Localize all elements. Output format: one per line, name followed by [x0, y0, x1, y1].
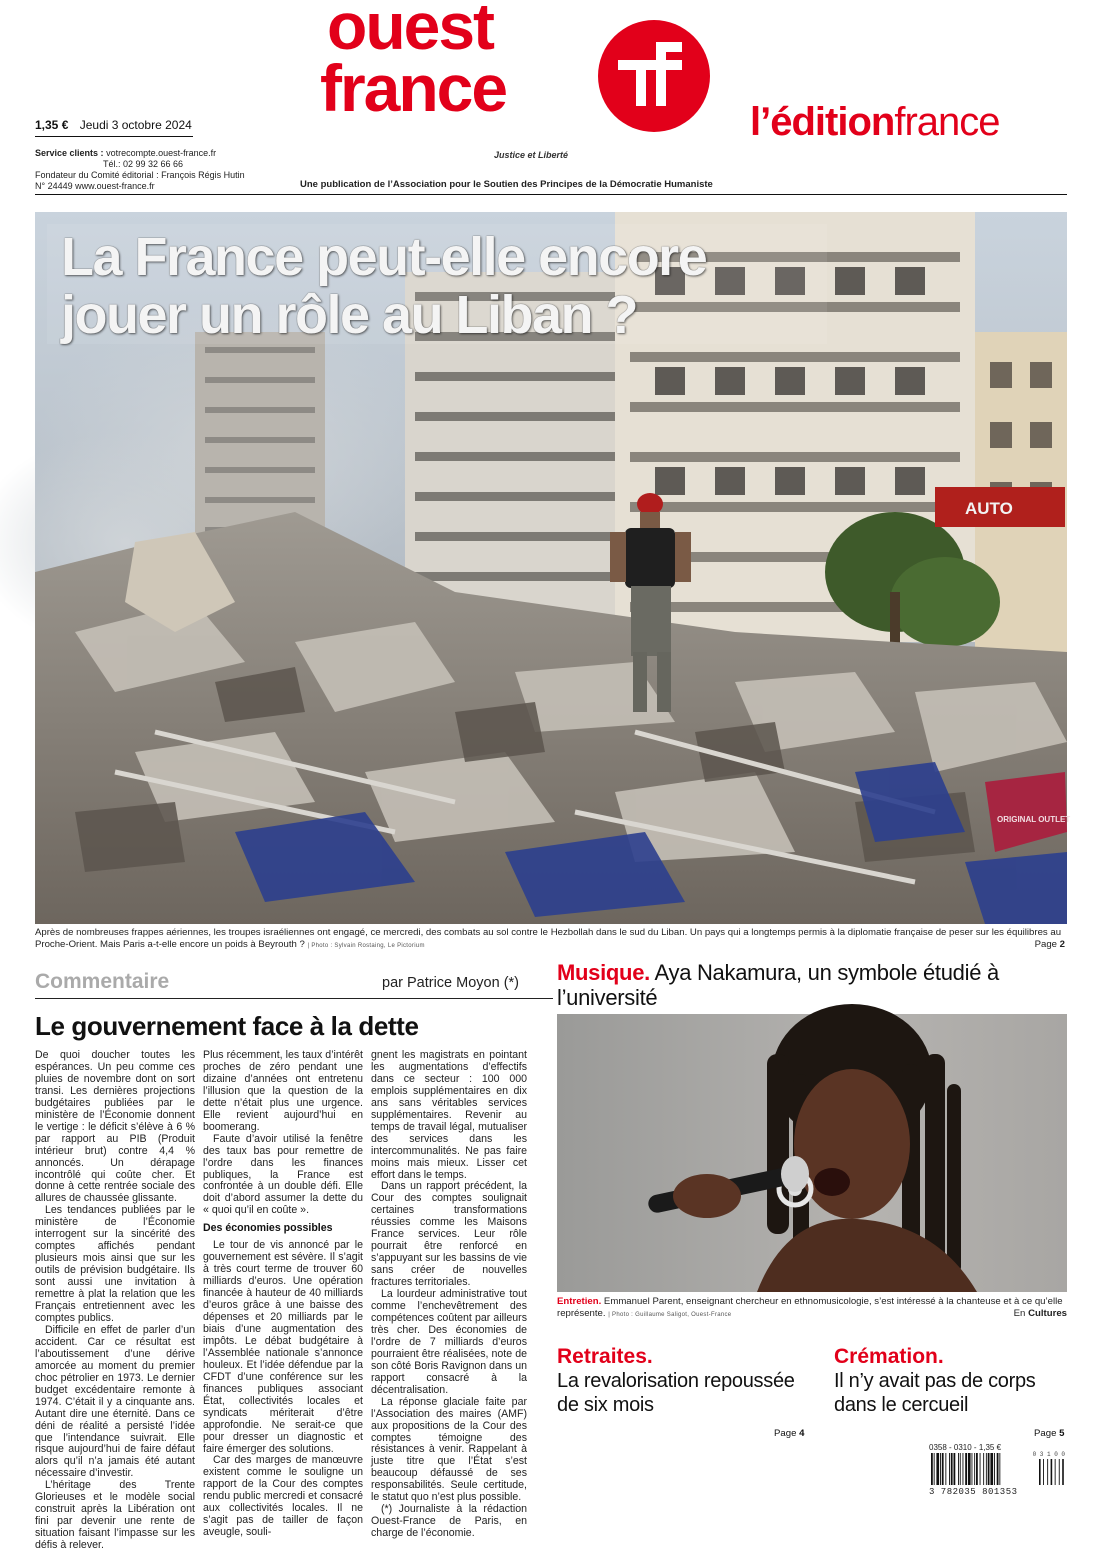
barcode-addon-bar	[1047, 1459, 1048, 1485]
hero-page-label: Page	[1034, 939, 1057, 950]
shop-tag: ORIGINAL OUTLET	[997, 815, 1071, 824]
barcode-top-text: 0358 - 0310 - 1,35 €	[929, 1443, 1002, 1452]
price: 1,35 €	[35, 118, 69, 132]
musique-photo-credit: | Photo : Guillaume Saligot, Ouest-France	[608, 1312, 732, 1318]
barcode-bar	[958, 1453, 959, 1485]
article-column-2	[203, 1050, 363, 1539]
barcode-bar	[954, 1453, 956, 1485]
barcode-bar	[999, 1453, 1000, 1485]
commentaire-headline[interactable]: Le gouvernement face à la dette	[35, 1011, 419, 1041]
hero-page-ref[interactable]	[1035, 939, 1065, 951]
logo-france: france	[320, 51, 507, 125]
hero-headline[interactable]: La France peut-elle encore jouer un rôle au Liban ?	[61, 227, 707, 345]
masthead-rule	[35, 194, 1067, 195]
masthead-info	[35, 148, 275, 192]
edition-light: france	[894, 100, 1000, 144]
service-label: Service clients :	[35, 148, 104, 158]
paragraph: L’héritage des Trente Glorieuses et le modèle social construit après la Libération ont fini par devenir une rente de situation faisant l’impasse sur les défis à relever.	[35, 1479, 195, 1552]
edition-bold: l’édition	[750, 100, 895, 144]
musique-caption-kicker: Entretien.	[557, 1296, 602, 1307]
musique-title: Aya Nakamura, un symbole étudié à l’université	[557, 960, 999, 1010]
barcode-bar	[990, 1453, 993, 1485]
barcode-bar	[936, 1453, 939, 1485]
singer-image	[557, 1014, 1067, 1292]
cremation-page-label: Page	[1034, 1428, 1057, 1439]
hero-caption-text: Après de nombreuses frappes aériennes, les troupes israéliennes ont engagé, ce mercredi, des combats au sol contre le Hezbollah dans le sud du Liban. Un pays qui a longtemps permis à la diplomatie française de peser sur les équilibres au Proche-Orient. Mais Paris a-t-elle encore un poids à Beyrouth ?	[35, 927, 1062, 950]
paragraph: Plus récemment, les taux d’intérêt proches de zéro pendant une dizaine d’années ont entretenu l’illusion que la question de la dette n’était plus une urgence. Elle revient aujourd’hui en boomerang.	[203, 1049, 363, 1133]
barcode-icon	[929, 1453, 1067, 1489]
hero-photo-credit: | Photo : Sylvain Rostaing, Le Pictorium	[307, 943, 425, 949]
barcode-bar	[988, 1453, 990, 1485]
subheading: Des économies possibles	[203, 1222, 333, 1235]
motto: Justice et Liberté	[494, 150, 569, 160]
edition-title	[750, 100, 1000, 145]
paragraph: gnent les magistrats en pointant les augmentations d’effectifs dans ce secteur : 100 000 emplois supplémentaires en dix ans sans véritables services supplémentaires. Revenir au temps de travail légal, mutualiser des services dans les intercommunalités. Ne pas faire moins mais mieux. Lisser cet effort dans le temps.	[371, 1049, 527, 1181]
hero-caption	[35, 927, 1067, 952]
retraites-page-number: 4	[799, 1428, 805, 1439]
musique-caption-text: Emmanuel Parent, enseignant chercheur en ethnomusicologie, s’est intéressé à la chanteuse et à ce qu’elle représente.	[557, 1296, 1063, 1319]
paragraph: (*) Journaliste à la rédaction Ouest-France de Paris, en charge de l’économie.	[371, 1503, 527, 1540]
musique-page-section: Cultures	[1028, 1308, 1067, 1319]
barcode-addon-bar	[1062, 1459, 1064, 1485]
barcode-bar	[934, 1453, 935, 1485]
barcode-bar	[974, 1453, 975, 1485]
barcode-bar	[945, 1453, 946, 1485]
teaser-cremation[interactable]	[834, 1345, 1079, 1417]
singer-photo[interactable]	[557, 1014, 1067, 1292]
paragraph: De quoi doucher toutes les espérances. Un peu comme ces pluies de novembre dont on sort transi. Les dernières projections budgétaires publiées par le ministère de l’Économie donnent le vertige : le déficit s’élève à 6 % par rapport au PIB (Produit intérieur brut) contre 4,4 % annoncés. Un dérapage incontrôlé qui coûte cher. Et donne à cette rentrée sociale des allures de chaussée glissante.	[35, 1049, 195, 1205]
teaser-retraites-headline: La revalorisation repoussée de six mois	[557, 1370, 795, 1416]
paragraph: Les tendances publiées par le ministère de l’Économie interrogent sur la sincérité des comptes affichés pendant plusieurs mois ainsi que sur les outils de prévision budgétaire. Ils sont aussi une invitation à remettre à plat la relation que les Français entretiennent avec les comptes publics.	[35, 1204, 195, 1324]
paragraph: Le tour de vis annoncé par le gouvernement est sévère. Il s’agit à très court terme de trouver 60 milliards d’euros. Une opération financée à hauteur de 40 milliards d’euros grâce à une baisse des dépenses et 20 milliards par le biais d’une augmentation des impôts. Le débat budgétaire à l’Assemblée nationale s’annonce houleux. Et l’idée défendue par la CFDT d’une conférence sur les finances publiques associant État, collectivités locales et syndicats mériterait d’être approfondie. Ne serait-ce que pour dresser un diagnostic et faire émerger des solutions.	[203, 1239, 363, 1455]
article-column-3	[371, 1050, 527, 1540]
barcode-bar	[963, 1453, 964, 1485]
paragraph: Dans un rapport précédent, la Cour des comptes soulignait certaines transformations réussies comme les Maisons France services. Leur rôle pourrait être renforcé en s’appuyant sur les bassins de vie sans créer de nouvelles fractures territoriales.	[371, 1180, 527, 1289]
teaser-cremation-page[interactable]	[1034, 1428, 1064, 1439]
teaser-retraites-kicker: Retraites.	[557, 1345, 653, 1368]
barcode-bar	[986, 1453, 987, 1485]
barcode-bar	[997, 1453, 999, 1485]
commentaire-rule	[35, 998, 553, 999]
barcode-digits: 3 782035 801353	[929, 1487, 1018, 1497]
barcode-bar	[960, 1453, 961, 1485]
musique-headline[interactable]	[557, 960, 1067, 1010]
founder: Fondateur du Comité éditorial : François Régis Hutin	[35, 170, 245, 180]
barcode-bar	[980, 1453, 981, 1485]
barcode	[929, 1443, 1067, 1497]
teaser-cremation-kicker: Crémation.	[834, 1345, 944, 1368]
musique-caption	[557, 1296, 1067, 1321]
publication-line: Une publication de l’Association pour le Soutien des Principes de la Démocratie Humaniste	[300, 179, 713, 190]
barcode-bar	[931, 1453, 933, 1485]
issue-number: N° 24449 www.ouest-france.fr	[35, 181, 155, 191]
barcode-bar	[994, 1453, 995, 1485]
musique-kicker: Musique.	[557, 960, 650, 985]
retraites-page-label: Page	[774, 1428, 797, 1439]
paragraph: La lourdeur administrative tout comme l’enchevêtrement des compétences coûtent par ailleurs très cher. Des économies de l’ordre de 7 milliards d’euros pourraient être réalisées, note de son côté Boris Ravignon dans un rapport consacré à la décentralisation.	[371, 1288, 527, 1396]
teaser-retraites-page[interactable]	[774, 1428, 804, 1439]
service-tel: Tél.: 02 99 32 66 66	[103, 159, 184, 169]
issue-date: Jeudi 3 octobre 2024	[79, 118, 192, 132]
barcode-bar	[976, 1453, 978, 1485]
barcode-bar	[951, 1453, 953, 1485]
barcode-addon-bar	[1051, 1459, 1053, 1485]
barcode-bar	[965, 1453, 967, 1485]
price-rule	[35, 136, 193, 137]
teaser-cremation-headline: Il n’y avait pas de corps dans le cercueil	[834, 1370, 1036, 1416]
barcode-bar	[949, 1453, 950, 1485]
barcode-addon-bar	[1055, 1459, 1056, 1485]
commentaire-author: par Patrice Moyon (*)	[382, 975, 519, 991]
barcode-bar	[983, 1453, 984, 1485]
masthead	[0, 0, 1102, 200]
musique-page-ref[interactable]	[1014, 1308, 1067, 1320]
barcode-addon: 0 3 1 0 0	[1032, 1451, 1065, 1458]
teaser-retraites[interactable]	[557, 1345, 802, 1417]
hero-photo[interactable]	[35, 212, 1071, 924]
barcode-addon-bar	[1059, 1459, 1060, 1485]
paragraph: Difficile en effet de parler d’un accident. Car ce résultat est l’aboutissement d’une dérive amorcée au moment du premier choc pétrolier en 1973. Le dernier budget excédentaire remonte à 1974. C’était il y a cinquante ans. Autant dire une éternité. Dans ce déni de réalité a persisté l’idée que l’intendance suivrait. Elle risque aujourd’hui de faire défaut alors qu’il n’a jamais été autant nécessaire d’investir.	[35, 1323, 195, 1480]
service-url[interactable]: votrecompte.ouest-france.fr	[106, 148, 217, 158]
barcode-bar	[968, 1453, 971, 1485]
logo-ouest: ouest	[327, 0, 494, 63]
paragraph: Car des marges de manœuvre existent comme le souligne un rapport de la Cour des comptes rendu public mercredi et consacré aux collectivités locales. Il ne s’agit pas de tailler de façon aveugle, souli-	[203, 1454, 363, 1539]
barcode-bar	[972, 1453, 973, 1485]
commentaire-label: Commentaire	[35, 970, 170, 993]
shop-sign: AUTO	[965, 499, 1013, 518]
ouest-france-logo-icon	[598, 20, 710, 132]
price-date	[35, 118, 192, 132]
cremation-page-number: 5	[1059, 1428, 1065, 1439]
barcode-addon-bar	[1039, 1459, 1041, 1485]
paragraph: Faute d’avoir utilisé la fenêtre des taux bas pour remettre de l’ordre dans les finances publiques, la France est confrontée à un double défi. Elle doit d’abord assumer la dette du « quoi qu’il en coûte ».	[203, 1132, 363, 1217]
barcode-bar	[940, 1453, 941, 1485]
article-column-1	[35, 1050, 195, 1552]
paragraph: La réponse glaciale faite par l’Association des maires (AMF) aux propositions de la Cour des comptes témoigne des résistances à venir. Rappelant à juste titre que l’État s’est beaucoup défaussé de ses responsabilités. Seule certitude, le statut quo n’est plus possible.	[371, 1395, 527, 1504]
barcode-bar	[942, 1453, 944, 1485]
hero-page-number: 2	[1059, 939, 1065, 950]
barcode-addon-bar	[1043, 1459, 1044, 1485]
musique-page-prefix: En	[1013, 1308, 1026, 1319]
